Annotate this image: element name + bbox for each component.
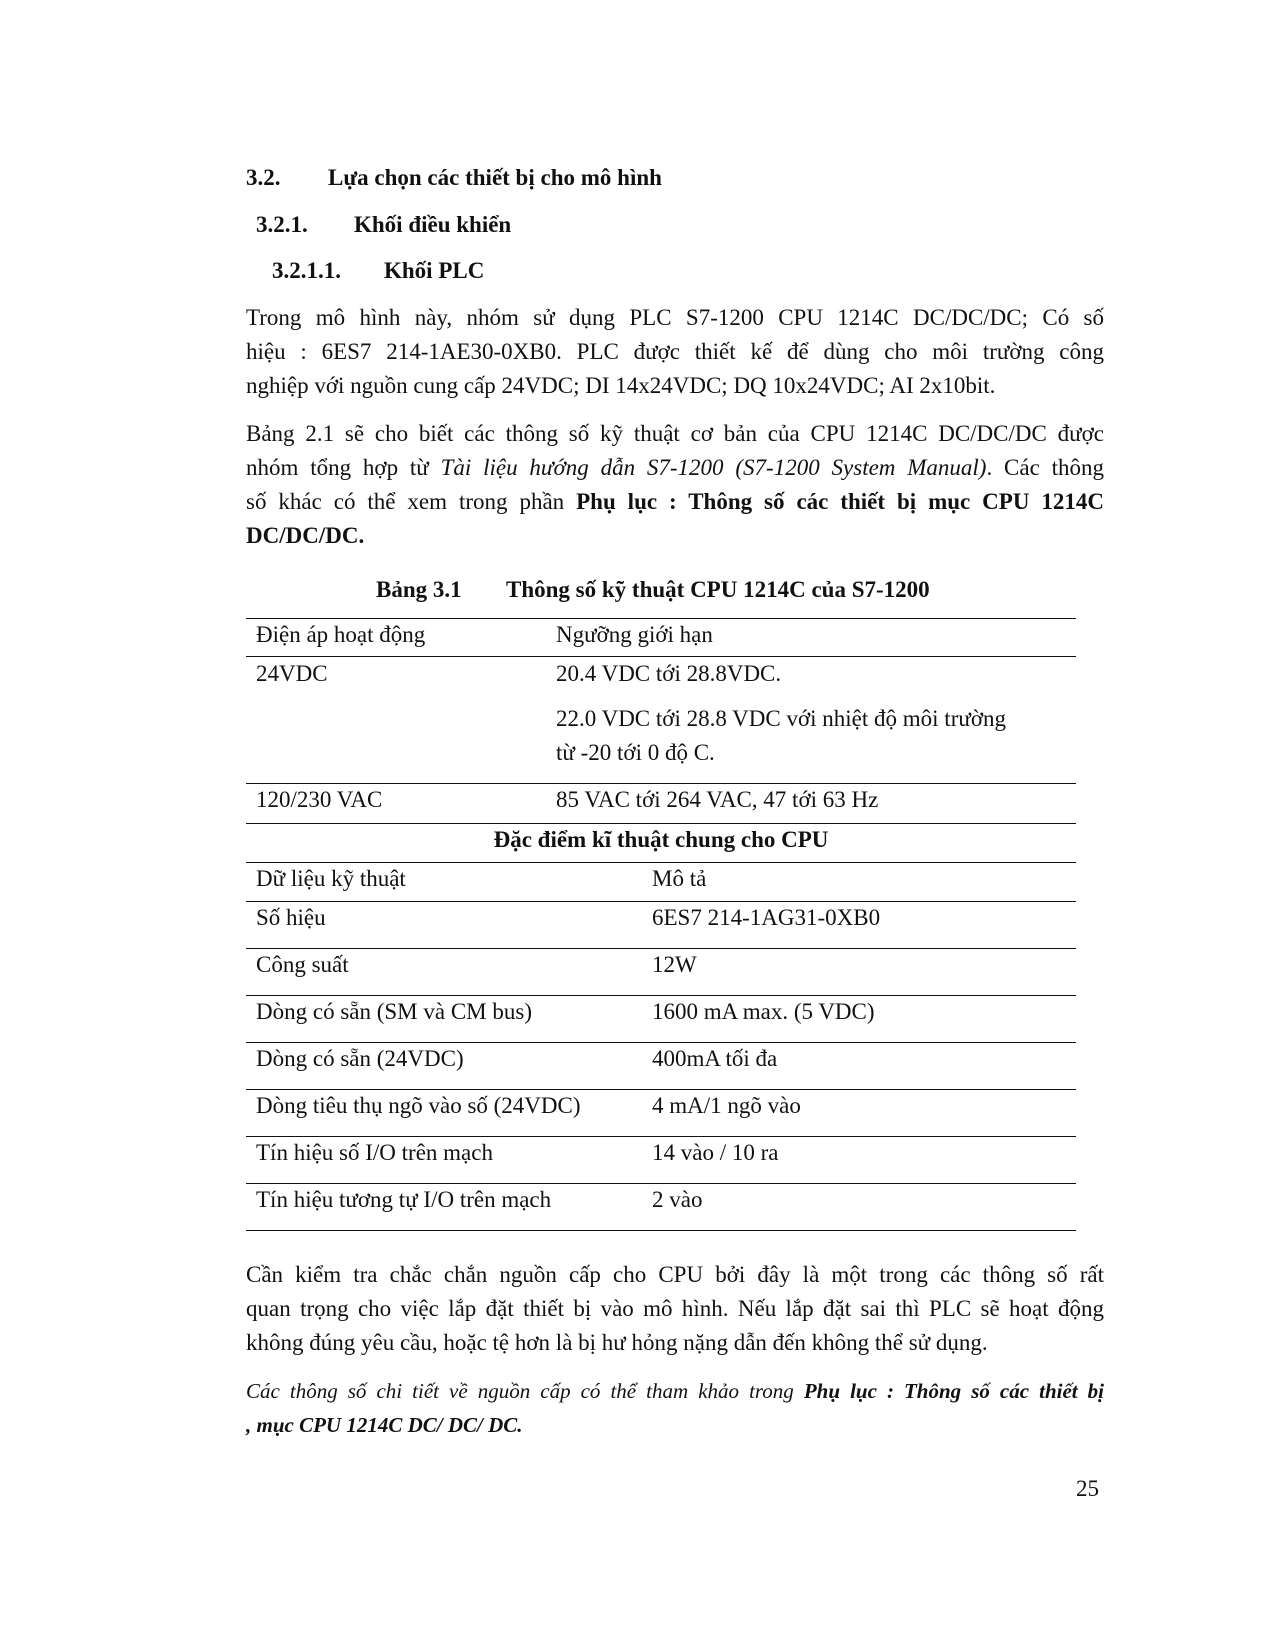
table-cell: 20.4 VDC tới 28.8VDC. [556,661,782,686]
note-appendix-reference [246,1374,1104,1442]
table-cell: Dòng có sẵn (24VDC) [256,1046,464,1071]
table-cell: Dòng tiêu thụ ngõ vào số (24VDC) [256,1093,581,1118]
paragraph-table-reference [246,417,1104,553]
table-cell: 120/230 VAC [256,787,383,812]
paragraph-plc-intro [246,301,1104,403]
manual-title: Tài liệu hướng dẫn S7-1200 (S7-1200 System Manual) [440,455,987,480]
table-cell: 1600 mA max. (5 VDC) [652,999,875,1024]
text-run: . Các thông [986,455,1104,480]
paragraph-line: quan trọng cho việc lắp đặt thiết bị vào mô hình. Nếu lắp đặt sai thì PLC sẽ hoạt động [246,1296,1104,1321]
text-run: Các thông số chi tiết về nguồn cấp có thể tham khảo trong [246,1379,804,1403]
paragraph-line: không đúng yêu cầu, hoặc tệ hơn là bị hư hỏng nặng dẫn đến không thể sử dụng. [246,1330,988,1355]
table-cell: từ -20 tới 0 độ C. [556,740,715,765]
heading-level-3 [272,258,484,284]
paragraph-line: Bảng 2.1 sẽ cho biết các thông số kỹ thuật cơ bản của CPU 1214C DC/DC/DC được [246,421,1104,446]
paragraph-line: Cần kiểm tra chắc chắn nguồn cấp cho CPU bởi đây là một trong các thông số rất [246,1262,1104,1287]
table-rule [246,948,1076,949]
table-section-title: Đặc điểm kĩ thuật chung cho CPU [493,827,829,852]
paragraph-line [246,485,1104,519]
table-rule [246,823,1076,824]
heading-number: 3.2.1. [256,212,308,237]
table-header-cell: Mô tả [652,866,707,891]
table-caption-title: Thông số kỹ thuật CPU 1214C của S7-1200 [506,577,930,602]
table-cell: Công suất [256,952,349,977]
heading-number: 3.2.1.1. [272,258,341,283]
table-cell: 22.0 VDC tới 28.8 VDC với nhiệt độ môi trường [556,706,1006,731]
appendix-reference-cont: , mục CPU 1214C DC/ DC/ DC. [246,1413,523,1437]
table-cell: Tín hiệu số I/O trên mạch [256,1140,493,1165]
paragraph-line [246,451,1104,485]
table-cell: 2 vào [652,1187,703,1212]
heading-text: Lựa chọn các thiết bị cho mô hình [328,165,662,190]
table-header-cell: Dữ liệu kỹ thuật [256,866,406,891]
table-cell: 4 mA/1 ngõ vào [652,1093,801,1118]
table-cell: 85 VAC tới 264 VAC, 47 tới 63 Hz [556,787,879,812]
table-cell: 24VDC [256,661,328,686]
table-rule [246,783,1076,784]
heading-level-1 [246,165,662,191]
table-rule [246,1230,1076,1231]
table-cell: 400mA tối đa [652,1046,778,1071]
table-caption-label: Bảng 3.1 [376,577,462,602]
table-cell: Dòng có sẵn (SM và CM bus) [256,999,532,1024]
text-run: số khác có thể xem trong phần [246,489,577,514]
table-rule [246,995,1076,996]
paragraph-line: hiệu : 6ES7 214-1AE30-0XB0. PLC được thiết kế để dùng cho môi trường công [246,339,1104,364]
table-rule [246,901,1076,902]
paragraph-power-warning [246,1258,1104,1360]
text-run: nhóm tổng hợp từ [246,455,441,480]
table-rule [246,862,1076,863]
table-rule [246,1042,1076,1043]
table-cell: 14 vào / 10 ra [652,1140,779,1165]
note-line [246,1374,1104,1408]
table-rule [246,1183,1076,1184]
appendix-reference: Phụ lục : Thông số các thiết bị [803,1379,1104,1403]
table-header-cell: Ngưỡng giới hạn [556,622,713,647]
appendix-reference-cont: DC/DC/DC. [246,523,365,548]
table-rule [246,1089,1076,1090]
table-cell: 6ES7 214-1AG31-0XB0 [652,905,881,930]
page-number: 25 [1076,1476,1099,1501]
table-cell: Tín hiệu tương tự I/O trên mạch [256,1187,552,1212]
paragraph-line: Trong mô hình này, nhóm sử dụng PLC S7-1200 CPU 1214C DC/DC/DC; Có số [246,305,1104,330]
paragraph-line: nghiệp với nguồn cung cấp 24VDC; DI 14x24VDC; DQ 10x24VDC; AI 2x10bit. [246,373,996,398]
heading-level-2 [256,212,511,238]
table-cell: 12W [652,952,697,977]
table-rule [246,618,1076,619]
heading-number: 3.2. [246,165,281,190]
table-rule [246,656,1076,657]
heading-text: Khối PLC [384,258,485,283]
table-rule [246,1136,1076,1137]
appendix-reference: Phụ lục : Thông số các thiết bị mục CPU 1214C [576,489,1104,514]
heading-text: Khối điều khiển [354,212,512,237]
table-header-cell: Điện áp hoạt động [256,622,426,647]
table-cell: Số hiệu [256,905,326,930]
